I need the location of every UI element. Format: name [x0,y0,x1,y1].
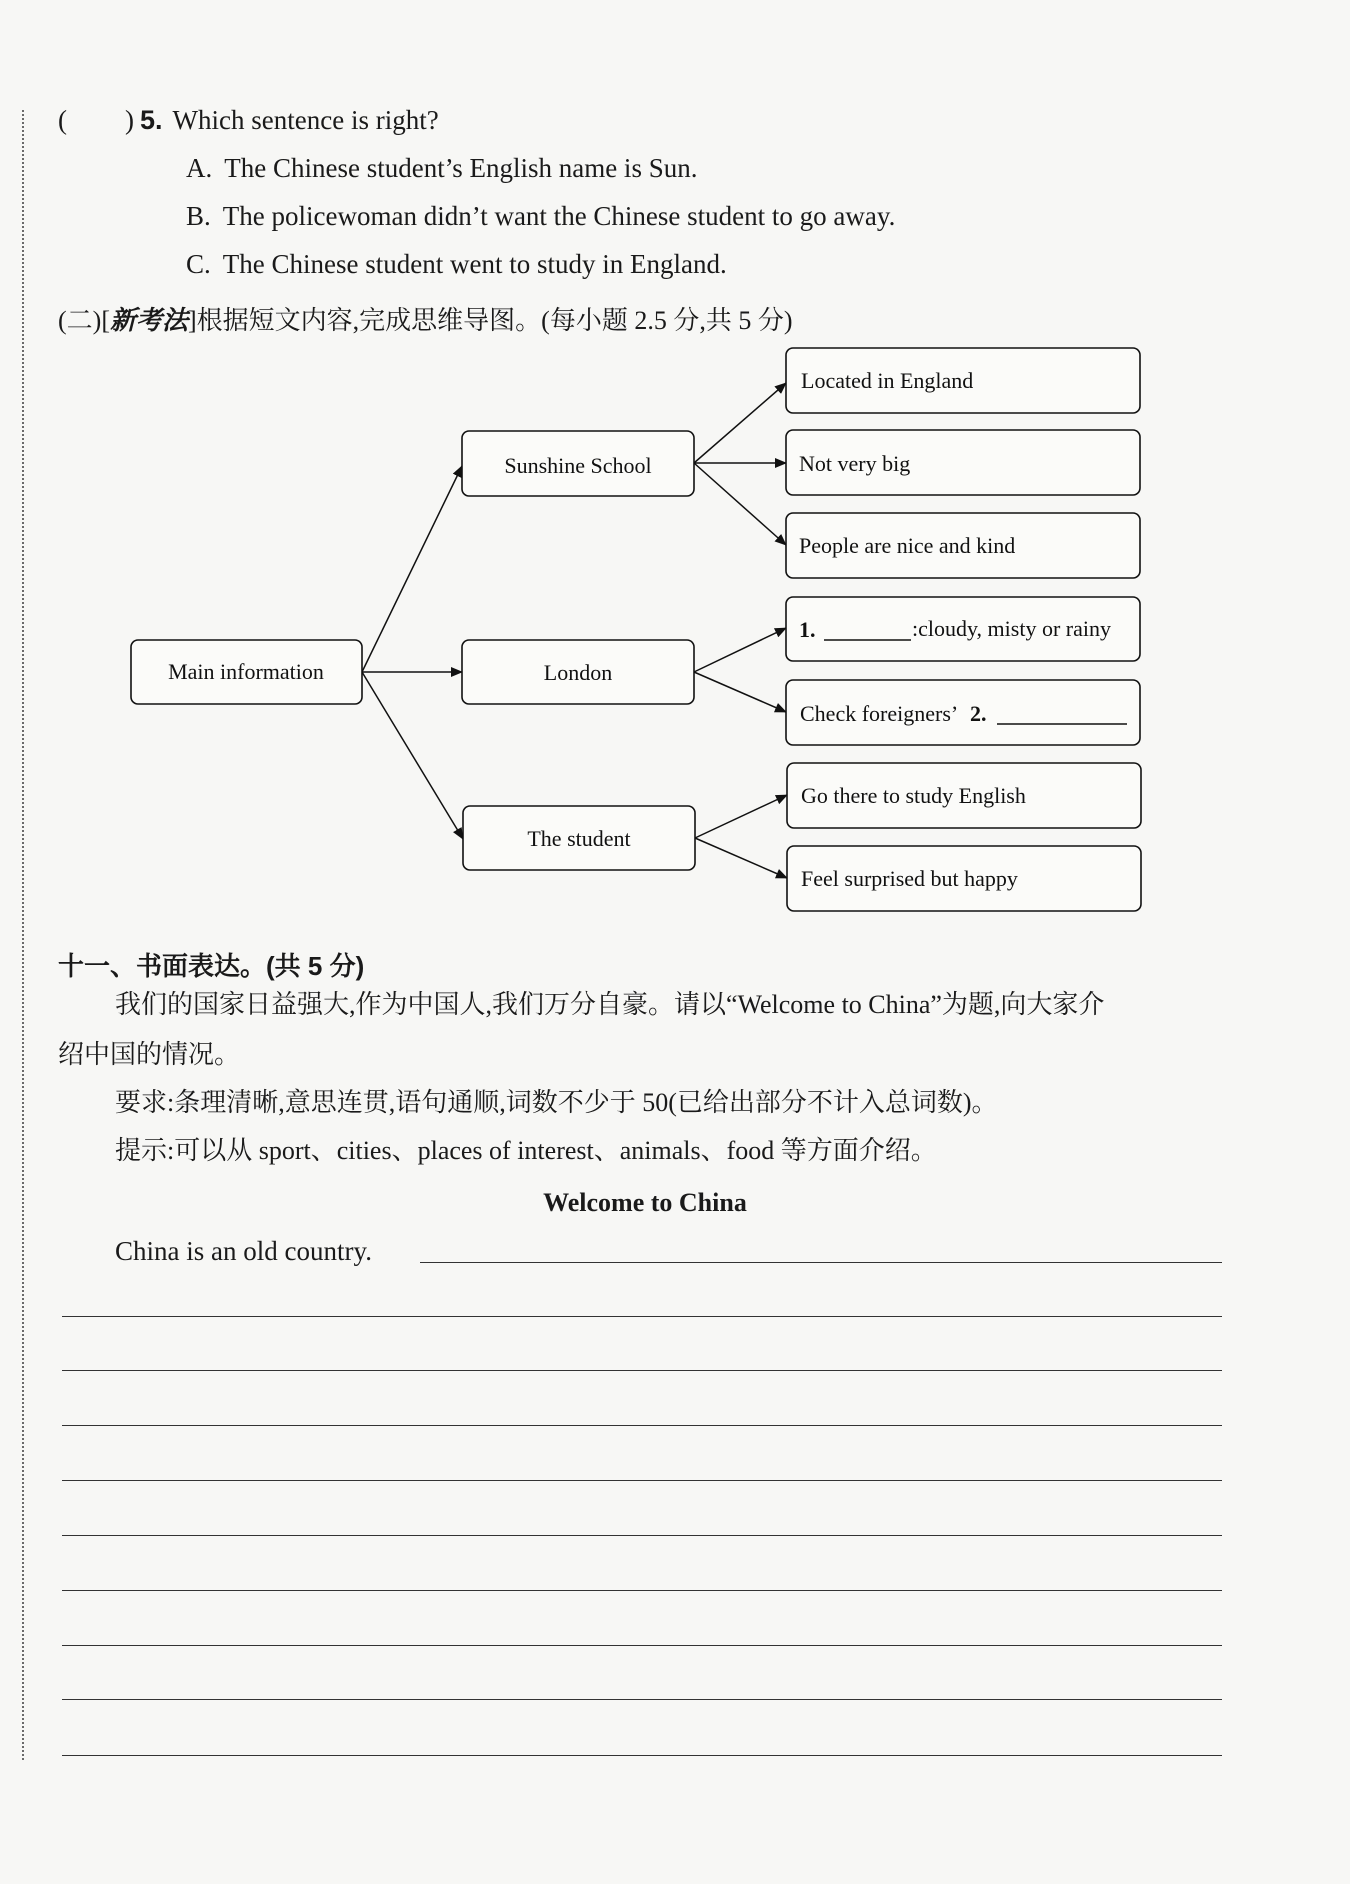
writing-line[interactable] [62,1699,1222,1700]
writing-line-first[interactable] [420,1262,1222,1263]
branch-label-student: The student [527,826,631,851]
writing-intro-cont: 绍中国的情况。 [58,1040,241,1069]
leaf-located-in-england: Located in England [801,368,974,393]
writing-line[interactable] [62,1590,1222,1591]
writing-start-sentence: China is an old country. [115,1236,372,1266]
leaf-surprised-happy: Feel surprised but happy [801,866,1018,891]
arrow-student-leaf-2 [695,838,787,878]
arrow-school-leaf-1 [694,383,786,463]
branch-label-school: Sunshine School [504,453,652,478]
writing-title: Welcome to China [543,1188,747,1217]
blank-1-number: 1. [799,617,816,642]
leaf-people-nice: People are nice and kind [799,533,1016,558]
arrow-london-leaf-1 [694,628,786,672]
answer-bracket[interactable]: ( ) [58,105,134,135]
writing-line[interactable] [62,1425,1222,1426]
root-label: Main information [168,659,324,684]
writing-line[interactable] [62,1316,1222,1317]
writing-line[interactable] [62,1535,1222,1536]
section-11-heading: 十一、书面表达。(共 5 分) [58,951,365,981]
option-c: C. The Chinese student went to study in England. [186,249,727,279]
option-b: B. The policewoman didn’t want the Chinese student to go away. [186,201,896,231]
section-2-heading: (二)[新考法]根据短文内容,完成思维导图。(每小题 2.5 分,共 5 分) [58,306,793,335]
arrow-london-leaf-2 [694,672,786,712]
branch-label-london: London [543,660,613,685]
question-number: 5. [140,105,163,135]
arrow-root-to-school [362,466,462,672]
blank-2-number: 2. [970,701,987,726]
writing-line[interactable] [62,1755,1222,1756]
leaf-study-english: Go there to study English [801,783,1026,808]
leaf-check-foreigners: Check foreigners’ [800,701,959,726]
arrow-student-leaf-1 [695,795,787,838]
writing-hint: 提示:可以从 sport、cities、places of interest、animals、food 等方面介绍。 [115,1136,937,1165]
writing-line[interactable] [62,1645,1222,1646]
arrow-school-leaf-3 [694,463,786,545]
writing-line[interactable] [62,1370,1222,1371]
option-a: A. The Chinese student’s English name is Sun. [186,153,698,183]
arrow-root-to-student [362,672,463,839]
question-stem: Which sentence is right? [172,105,439,135]
writing-intro: 我们的国家日益强大,作为中国人,我们万分自豪。请以“Welcome to China”为题,向大家介 [115,990,1105,1019]
new-method-tag: 新考法 [109,306,188,335]
leaf-weather-suffix: :cloudy, misty or rainy [912,616,1111,641]
writing-requirement: 要求:条理清晰,意思连贯,语句通顺,词数不少于 50(已给出部分不计入总词数)。 [115,1088,998,1117]
leaf-not-very-big: Not very big [799,451,911,476]
writing-line[interactable] [62,1480,1222,1481]
